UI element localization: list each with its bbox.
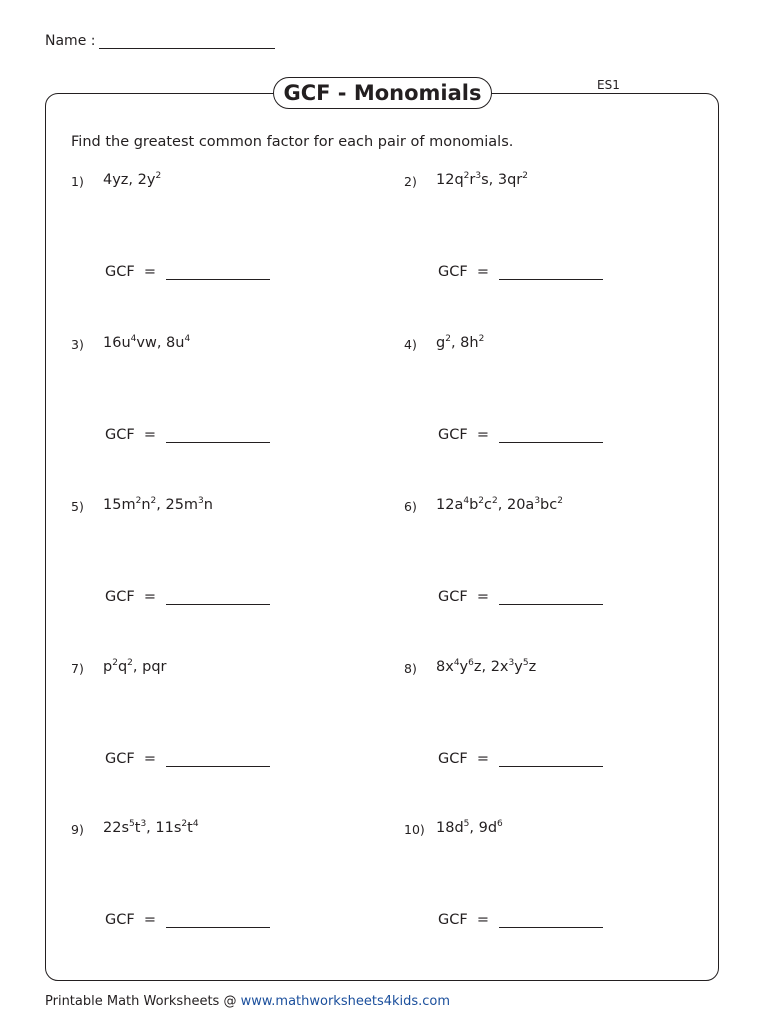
term-text: c [484, 497, 493, 513]
answer-field [105, 751, 270, 767]
answer-blank-line[interactable] [499, 591, 603, 605]
problem-expression [436, 659, 536, 675]
problem-number: 7) [71, 661, 84, 676]
term-text: 22s [103, 820, 130, 836]
term-text: y [514, 659, 523, 675]
answer-blank-line[interactable] [166, 266, 270, 280]
term-text: 15m [103, 497, 136, 513]
answer-label: GCF = [438, 751, 490, 767]
exponent: 2 [127, 658, 133, 668]
answer-label: GCF = [105, 912, 157, 928]
term-text: p [103, 659, 113, 675]
exponent: 4 [130, 334, 137, 344]
answer-label: GCF = [105, 264, 157, 280]
answer-field [105, 264, 270, 280]
problem-number: 10) [404, 822, 425, 837]
problem-number: 8) [404, 661, 417, 676]
term-text: z [528, 659, 537, 675]
problem-number: 5) [71, 499, 84, 514]
term-text: t [134, 820, 141, 836]
problem-expression [436, 820, 503, 836]
problem-expression [103, 497, 213, 513]
exponent: 2 [112, 658, 118, 668]
problem-expression [103, 335, 190, 351]
problem-item [71, 658, 371, 801]
answer-blank-line[interactable] [166, 429, 270, 443]
problem-expression [436, 172, 528, 188]
instructions: Find the greatest common factor for each pair of monomials. [71, 134, 514, 150]
exponent: 2 [557, 496, 563, 506]
answer-blank-line[interactable] [499, 266, 603, 280]
answer-label: GCF = [438, 912, 490, 928]
problem-item [71, 334, 371, 477]
answer-label: GCF = [438, 264, 490, 280]
exponent: 3 [534, 496, 541, 506]
term-text: 8x [436, 659, 454, 675]
term-text: 16u [103, 335, 131, 351]
exponent: 2 [478, 496, 485, 506]
problem-item [404, 819, 704, 962]
term-text: 4yz, 2y [103, 172, 156, 188]
problem-number: 2) [404, 174, 417, 189]
name-blank-line[interactable] [99, 34, 275, 49]
answer-label: GCF = [438, 589, 490, 605]
answer-field [438, 912, 603, 928]
problem-item [71, 496, 371, 639]
exponent: 4 [192, 819, 199, 829]
answer-blank-line[interactable] [166, 753, 270, 767]
worksheet-code: ES1 [597, 78, 620, 92]
exponent: 5 [522, 658, 529, 668]
exponent: 6 [497, 819, 503, 829]
problem-item [404, 334, 704, 477]
exponent: 2 [155, 171, 162, 181]
exponent: 2 [492, 496, 498, 506]
answer-blank-line[interactable] [499, 914, 603, 928]
term-text: , 11s [146, 820, 182, 836]
exponent: 2 [463, 171, 470, 181]
exponent: 2 [445, 334, 451, 344]
exponent: 2 [150, 496, 157, 506]
problem-expression [436, 497, 563, 513]
answer-field [105, 427, 270, 443]
exponent: 3 [198, 496, 204, 506]
term-text: y [459, 659, 469, 675]
answer-field [105, 912, 270, 928]
answer-label: GCF = [105, 589, 157, 605]
problem-item [404, 658, 704, 801]
problem-expression [103, 172, 161, 188]
term-text: , pqr [132, 659, 167, 675]
term-text: n [203, 497, 213, 513]
problem-item [404, 171, 704, 314]
term-text: g [436, 335, 446, 351]
exponent: 3 [140, 819, 147, 829]
term-text: , 9d [469, 820, 498, 836]
term-text: t [187, 820, 193, 836]
answer-label: GCF = [105, 427, 157, 443]
term-text: r [469, 172, 476, 188]
term-text: s, 3qr [481, 172, 523, 188]
exponent: 5 [463, 819, 470, 829]
exponent: 6 [468, 658, 474, 668]
term-text: 18d [436, 820, 464, 836]
term-text: vw, 8u [136, 335, 185, 351]
problem-expression [103, 820, 199, 836]
exponent: 2 [522, 171, 528, 181]
problem-number: 4) [404, 337, 417, 352]
footer [45, 994, 450, 1009]
problem-expression [103, 659, 167, 675]
problem-number: 9) [71, 822, 84, 837]
answer-blank-line[interactable] [499, 753, 603, 767]
name-label: Name : [45, 33, 96, 49]
name-field [45, 33, 275, 49]
exponent: 5 [129, 819, 135, 829]
problem-item [404, 496, 704, 639]
problem-number: 6) [404, 499, 417, 514]
answer-blank-line[interactable] [166, 914, 270, 928]
exponent: 3 [508, 658, 515, 668]
term-text: 12q [436, 172, 464, 188]
exponent: 4 [463, 496, 470, 506]
answer-field [105, 589, 270, 605]
term-text: b [469, 497, 479, 513]
answer-label: GCF = [438, 427, 490, 443]
answer-label: GCF = [105, 751, 157, 767]
exponent: 2 [135, 496, 142, 506]
term-text: , 20a [497, 497, 535, 513]
exponent: 2 [478, 334, 485, 344]
problem-item [71, 171, 371, 314]
footer-link[interactable]: www.mathworksheets4kids.com [240, 994, 451, 1009]
problem-expression [436, 335, 484, 351]
answer-field [438, 264, 603, 280]
footer-text: Printable Math Worksheets @ [45, 994, 241, 1009]
answer-field [438, 427, 603, 443]
term-text: bc [540, 497, 558, 513]
term-text: 12a [436, 497, 464, 513]
problem-number: 1) [71, 174, 84, 189]
term-text: , 8h [450, 335, 479, 351]
term-text: z, 2x [473, 659, 509, 675]
problem-number: 3) [71, 337, 84, 352]
exponent: 4 [453, 658, 460, 668]
problem-item [71, 819, 371, 962]
term-text: q [117, 659, 128, 675]
exponent: 2 [181, 819, 188, 829]
term-text: n [141, 497, 151, 513]
exponent: 4 [184, 334, 191, 344]
answer-blank-line[interactable] [499, 429, 603, 443]
exponent: 3 [475, 171, 482, 181]
answer-blank-line[interactable] [166, 591, 270, 605]
worksheet-title: GCF - Monomials [273, 77, 492, 109]
answer-field [438, 751, 603, 767]
answer-field [438, 589, 603, 605]
term-text: , 25m [156, 497, 199, 513]
